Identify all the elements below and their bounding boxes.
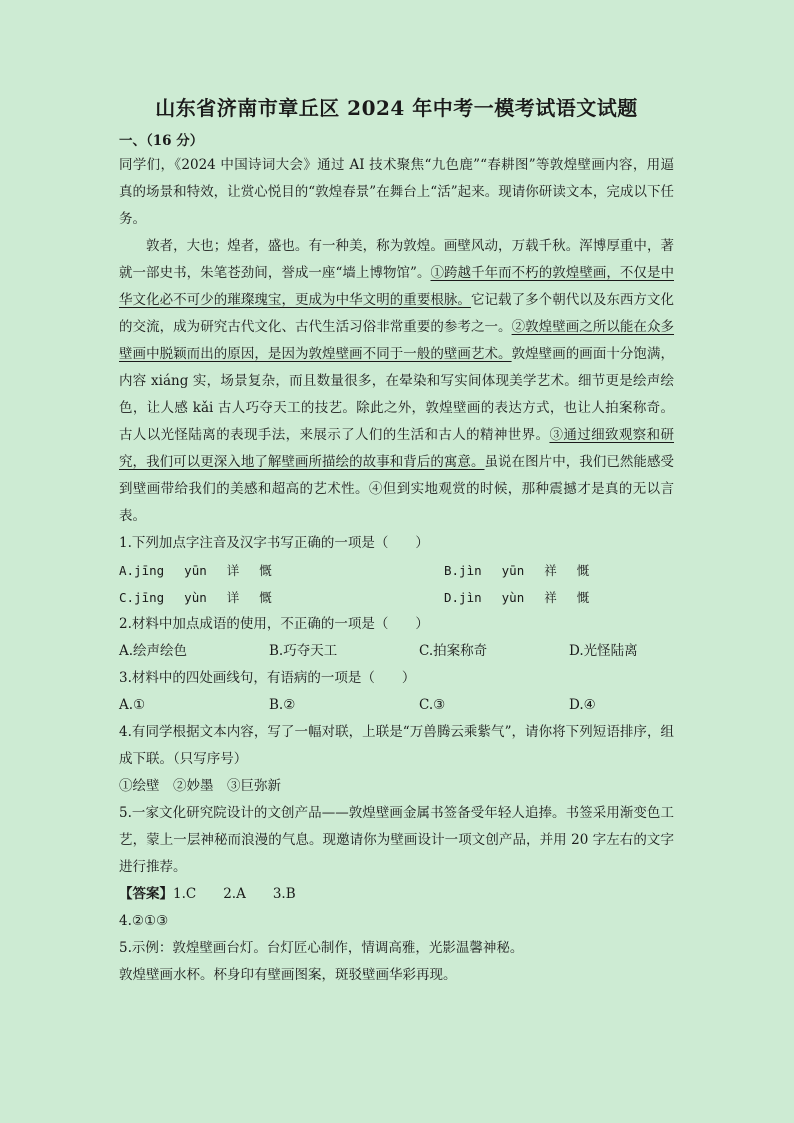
option-a: A.绘声绘色 <box>119 643 188 659</box>
answer-line-3: 5.示例：敦煌壁画台灯。台灯匠心制作，情调高雅，光影温馨神秘。 <box>119 940 524 956</box>
question-1-options-row-2 <box>119 584 674 611</box>
question-5-stem: 5.一家文化研究院设计的文创产品——敦煌壁画金属书签备受年轻人追捧。书签采用渐变色工艺，蒙上一层神秘而浪漫的气息。现邀请你为壁画设计一项文创产品，并用 20 字左右的文字进行推荐。 <box>119 805 674 875</box>
underlined-sentence-1: ①跨越千年而不朽的敦煌壁画，不仅是中华文化必不可少的璀璨瑰宝，更成为中华文明的重要根脉。 <box>119 265 674 308</box>
option-b: B.巧夺天工 <box>269 643 338 659</box>
option-b: B.jìn yūn 祥 慨 <box>444 563 590 578</box>
option-b: B.② <box>269 697 296 713</box>
section-heading: 一、（16 分） <box>119 133 204 149</box>
option-d: D.④ <box>569 697 596 713</box>
question-1-stem: 1.下列加点字注音及汉字书写正确的一项是（ ） <box>119 535 429 551</box>
answer-text-1: 1.C 2.A 3.B <box>173 886 296 902</box>
question-3-options <box>119 692 674 719</box>
question-1-options-row-1 <box>119 557 674 584</box>
question-2-stem: 2.材料中加点成语的使用，不正确的一项是（ ） <box>119 616 429 632</box>
intro-paragraph: 同学们，《2024 中国诗词大会》通过 AI 技术聚焦“九色鹿”“春耕图”等敦煌壁画内容，用逼真的场景和特效，让赏心悦目的“敦煌春景”在舞台上“活”起来。现请你研读文本，完成以下任务。 <box>119 157 674 227</box>
passage-text-3: 敦煌壁画的画面十分饱满，内容 xiáng 实，场景复杂，而且数量很多，在晕染和写实间体现美学艺术。细节更是绘声绘色，让人感 kǎi 古人巧夺天工的技艺。除此之外，敦煌壁画的表达方式，也让人拍案称奇。古人以光怪陆离的表现手法，来展示了人们的生活和古人的精神世界。 <box>119 346 675 443</box>
underlined-sentence-2: ②敦煌壁画之所以能在众多壁画中脱颖而出的原因，是因为敦煌壁画不同于一般的壁画艺术。 <box>119 319 675 362</box>
underlined-sentence-3: ③通过细致观察和研究，我们可以更深入地了解壁画所描绘的故事和背后的寓意。 <box>119 427 675 470</box>
option-d: D.光怪陆离 <box>569 643 638 659</box>
question-2-options <box>119 638 674 665</box>
question-4-stem: 4.有同学根据文本内容，写了一幅对联，上联是“万兽腾云乘紫气”，请你将下列短语排序，组成下联。（只写序号） <box>119 724 674 767</box>
answer-tag: 【答案】 <box>119 886 173 902</box>
option-c: C.拍案称奇 <box>419 643 488 659</box>
passage-text-1: 敦者，大也；煌者，盛也。有一种美，称为敦煌。画壁风动，万载千秋。浑博厚重中，著就一部史书，朱笔苍劲间，誉成一座“墙上博物馆”。 <box>119 238 674 281</box>
passage-text-2: 它记载了多个朝代以及东西方文化的交流，成为研究古代文化、古代生活习俗非常重要的参考之一。 <box>119 292 675 335</box>
question-4-items: ①绘壁 ②妙墨 ③巨弥新 <box>119 778 281 794</box>
option-a: A.jīng yūn 详 慨 <box>119 563 272 578</box>
option-d: D.jìn yùn 祥 慨 <box>444 590 590 605</box>
option-c: C.③ <box>419 697 446 713</box>
option-c: C.jīng yùn 详 慨 <box>119 590 272 605</box>
passage-text-4: 虽说在图片中，我们已然能感受到壁画带给我们的美感和超高的艺术性。④但到实地观赏的时候，那种震撼才是真的无以言表。 <box>119 454 675 524</box>
answer-line-2: 4.②①③ <box>119 913 169 929</box>
question-3-stem: 3.材料中的四处画线句，有语病的一项是（ ） <box>119 670 416 686</box>
passage-paragraph <box>119 233 674 530</box>
page-title: 山东省济南市章丘区 2024 年中考一模考试语文试题 <box>155 96 638 120</box>
option-a: A.① <box>119 697 146 713</box>
exam-page <box>119 92 674 989</box>
answer-line-4: 敦煌壁画水杯。杯身印有壁画图案，斑驳壁画华彩再现。 <box>119 967 457 983</box>
answer-line-1 <box>119 881 674 908</box>
